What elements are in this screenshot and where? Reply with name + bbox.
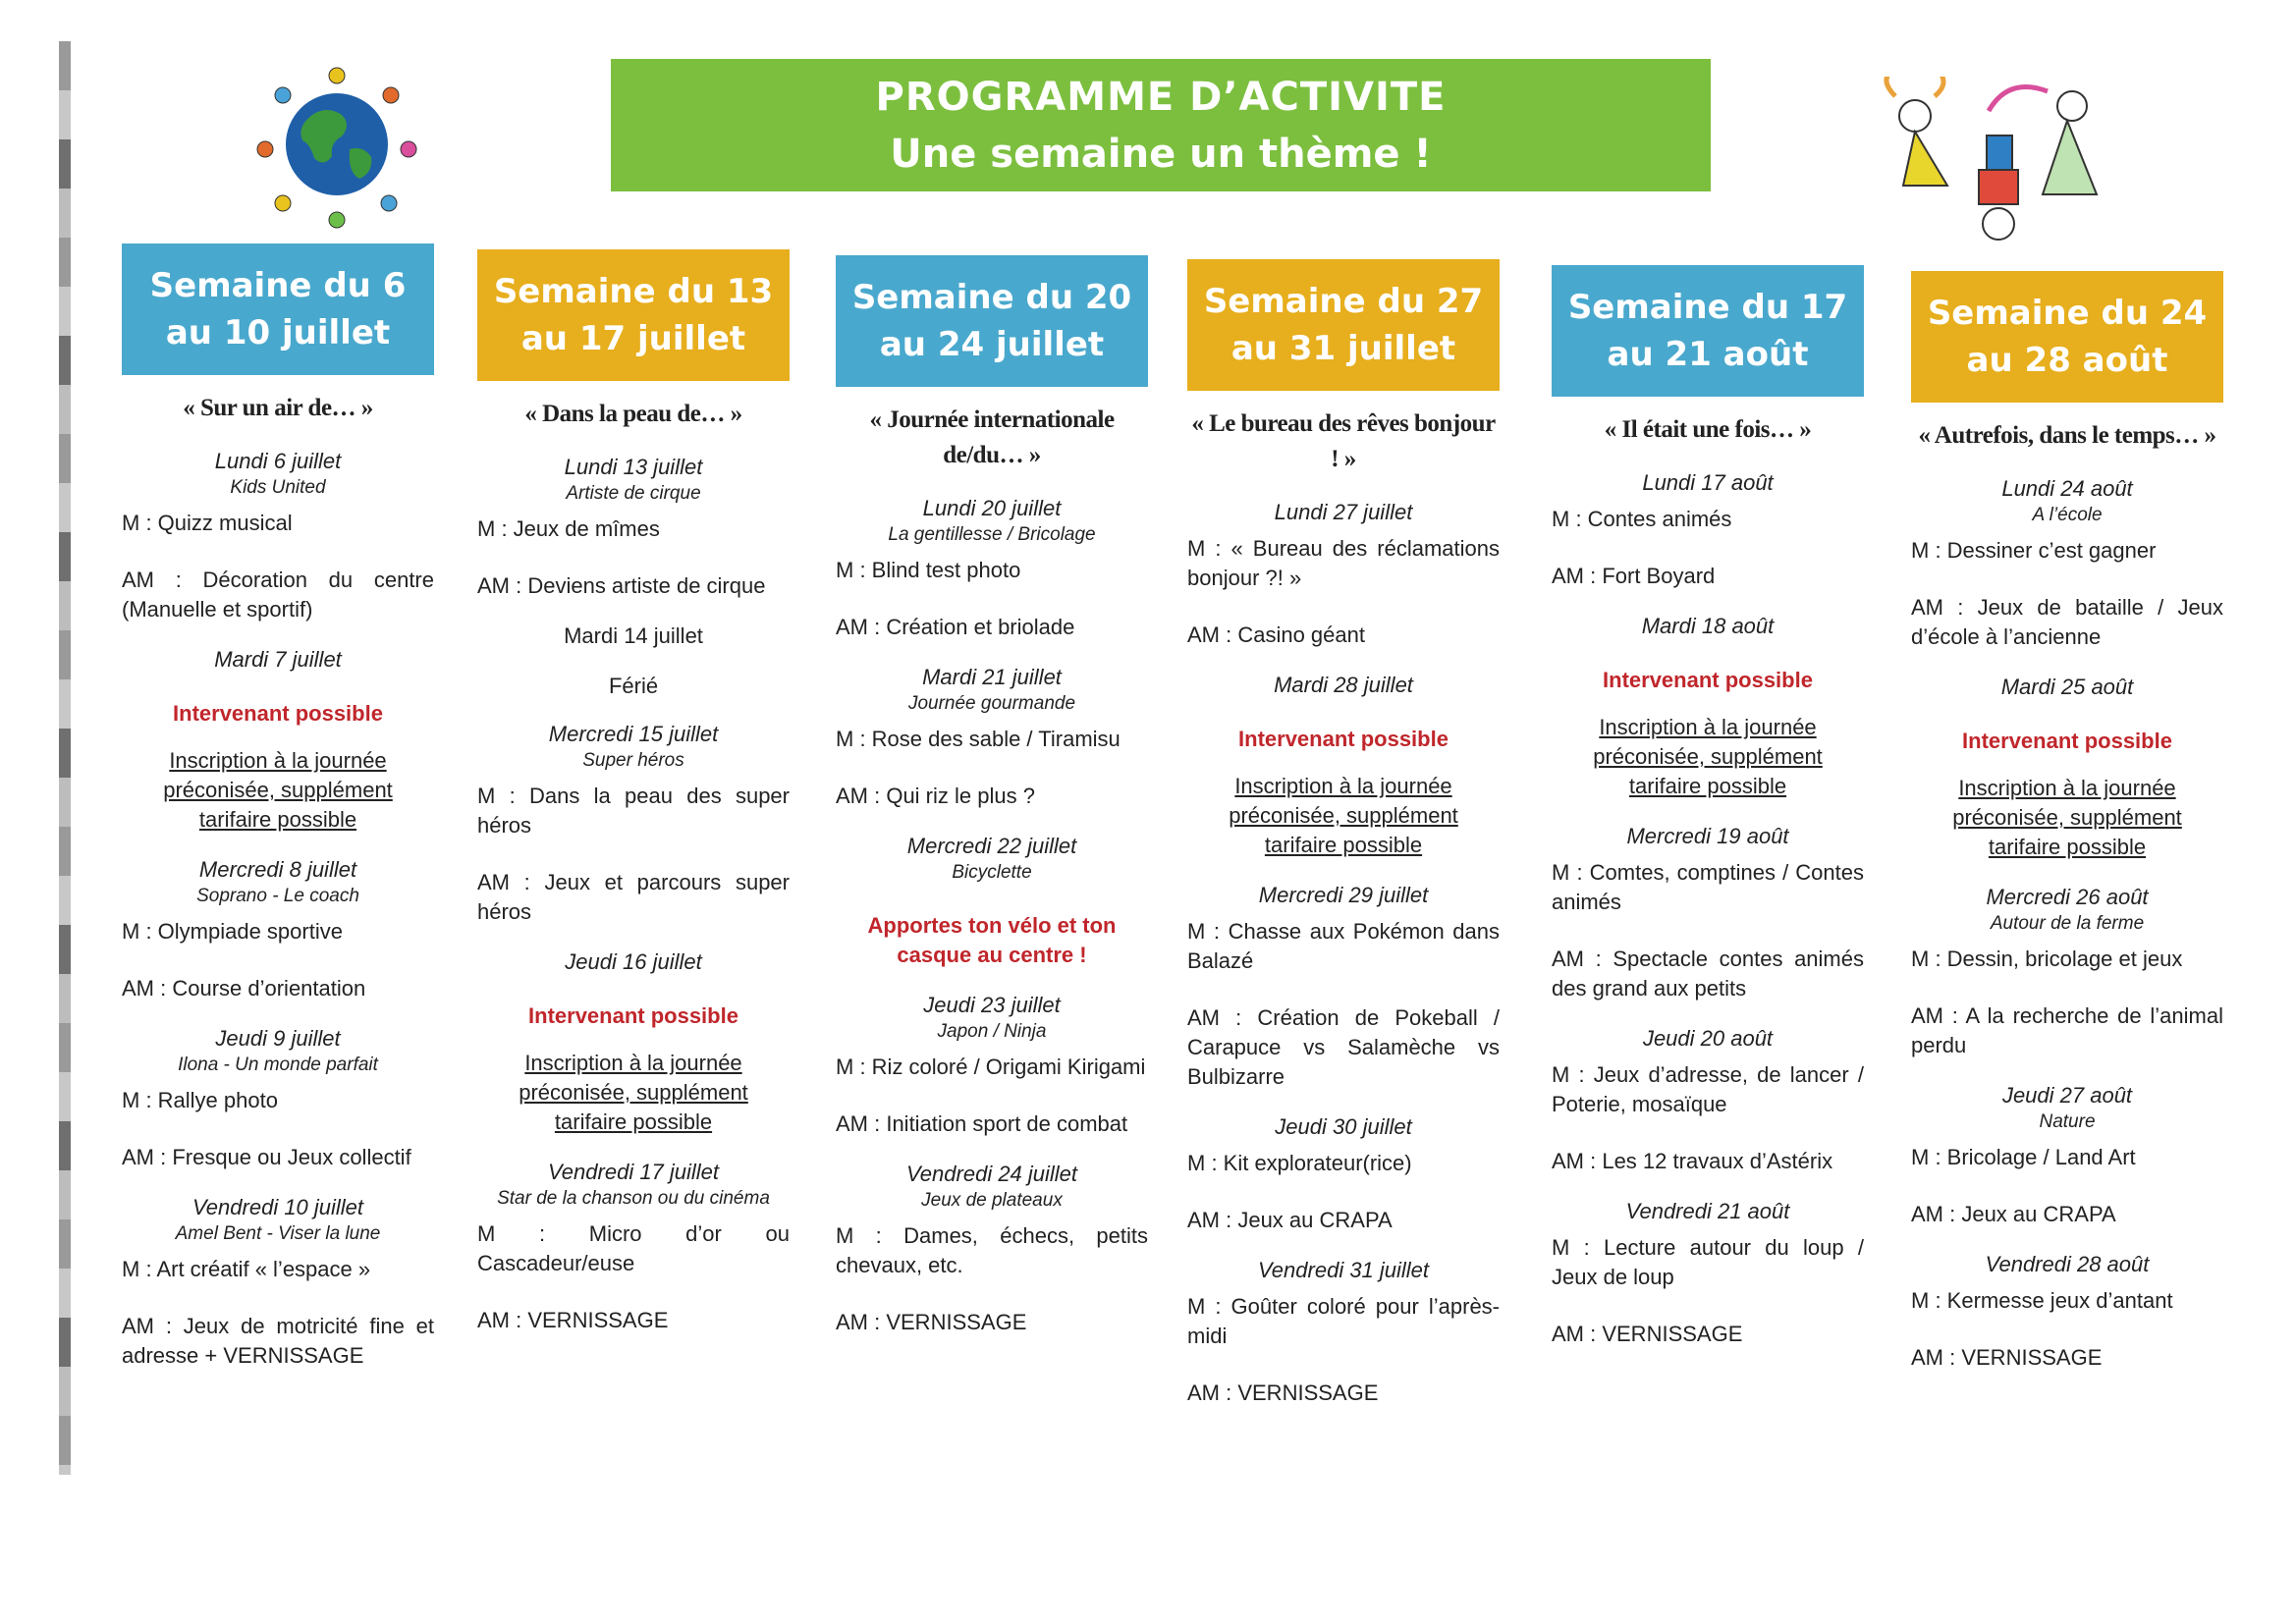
day-label: Mardi 14 juillet — [564, 623, 703, 648]
day-subtheme: Amel Bent - Viser la lune — [175, 1223, 381, 1244]
week-theme: « Il était une fois… » — [1604, 416, 1812, 443]
morning-activity: M : Chasse aux Pokémon dans Balazé — [1187, 919, 1500, 973]
day-label: Mardi 21 juillet — [922, 665, 1062, 689]
morning-activity: M : Quizz musical — [122, 511, 293, 535]
day-subtheme: Kids United — [230, 477, 326, 498]
afternoon-activity: AM : Jeux au CRAPA — [1911, 1202, 2116, 1226]
afternoon-activity: AM : Création de Pokeball / Carapuce vs Salamèche vs Bulbizarre — [1187, 1005, 1500, 1089]
day-label: Lundi 24 août — [2001, 476, 2133, 501]
morning-activity: M : Micro d’or ou Cascadeur/euse — [477, 1221, 790, 1275]
afternoon-activity: AM : Deviens artiste de cirque — [477, 573, 766, 598]
morning-activity: M : « Bureau des réclamations bonjour ?! » — [1187, 536, 1500, 590]
day-label: Jeudi 30 juillet — [1275, 1114, 1412, 1139]
afternoon-activity: AM : Jeux au CRAPA — [1187, 1208, 1393, 1232]
day-label: Jeudi 20 août — [1642, 1026, 1774, 1051]
week-column — [836, 255, 1148, 1337]
week-column — [477, 249, 790, 1335]
week-theme: « Le bureau des rêves bonjour ! » — [1191, 410, 1496, 472]
week-theme: « Sur un air de… » — [183, 395, 373, 421]
afternoon-activity: AM : Jeux et parcours super héros — [477, 870, 790, 924]
afternoon-activity: AM : Création et briolade — [836, 615, 1075, 639]
week-column — [1911, 271, 2223, 1373]
morning-activity: M : Bricolage / Land Art — [1911, 1145, 2136, 1169]
afternoon-activity: AM : VERNISSAGE — [836, 1310, 1027, 1334]
morning-activity: M : Goûter coloré pour l’après-midi — [1187, 1294, 1500, 1348]
day-subtheme: Soprano - Le coach — [196, 886, 359, 906]
week-header: Semaine du 17 au 21 août — [1552, 265, 1864, 397]
week-theme: « Dans la peau de… » — [524, 401, 742, 427]
afternoon-activity: AM : Casino géant — [1187, 622, 1365, 647]
morning-activity: M : Dans la peau des super héros — [477, 784, 790, 838]
afternoon-activity: AM : A la recherche de l’animal perdu — [1911, 1003, 2223, 1057]
afternoon-activity: AM : Les 12 travaux d’Astérix — [1552, 1149, 1833, 1173]
day-subtheme: Nature — [2039, 1111, 2096, 1132]
week-column — [1187, 259, 1500, 1408]
day-label: Mardi 25 août — [2000, 675, 2134, 699]
morning-activity: M : Rose des sable / Tiramisu — [836, 727, 1121, 751]
day-label: Mardi 7 juillet — [214, 647, 342, 672]
afternoon-activity: AM : Jeux de bataille / Jeux d’école à l’ancienne — [1911, 595, 2223, 649]
morning-activity: M : Rallye photo — [122, 1088, 278, 1112]
day-label: Lundi 27 juillet — [1274, 500, 1413, 524]
morning-activity: M : Jeux de mîmes — [477, 516, 660, 541]
morning-activity: M : Dames, échecs, petits chevaux, etc. — [836, 1223, 1148, 1277]
day-label: Vendredi 31 juillet — [1257, 1258, 1430, 1282]
day-subtheme: Star de la chanson ou du cinéma — [497, 1188, 770, 1209]
day-subtheme: La gentillesse / Bricolage — [888, 524, 1096, 545]
day-label: Mercredi 19 août — [1626, 824, 1789, 848]
afternoon-activity: AM : VERNISSAGE — [1911, 1345, 2103, 1370]
notice-red: Intervenant possible — [1962, 729, 2172, 753]
afternoon-activity: AM : VERNISSAGE — [1552, 1322, 1743, 1346]
banner-subtitle: Une semaine un thème ! — [890, 132, 1432, 177]
morning-activity: M : Olympiade sportive — [122, 919, 343, 944]
notice-red: Intervenant possible — [173, 701, 383, 726]
morning-activity: M : Dessin, bricolage et jeux — [1911, 947, 2183, 971]
day-subtheme: Super héros — [582, 750, 684, 771]
notice-red: Intervenant possible — [1603, 668, 1813, 692]
week-header: Semaine du 24 au 28 août — [1911, 271, 2223, 403]
morning-activity: M : Comtes, comptines / Contes animés — [1552, 860, 1864, 914]
week-header: Semaine du 6 au 10 juillet — [122, 243, 434, 375]
banner-title: PROGRAMME D’ACTIVITE — [875, 75, 1447, 120]
week-header: Semaine du 20 au 24 juillet — [836, 255, 1148, 387]
registration-note: Inscription à la journée préconisée, supplément tarifaire possible — [519, 1051, 748, 1134]
day-label: Vendredi 28 août — [1985, 1252, 2150, 1276]
morning-activity: M : Blind test photo — [836, 558, 1021, 582]
day-subtheme: Autour de la ferme — [1990, 913, 2145, 934]
program-banner — [611, 59, 1711, 191]
registration-note: Inscription à la journée préconisée, supplément tarifaire possible — [1952, 776, 2182, 859]
morning-activity: M : Lecture autour du loup / Jeux de loup — [1552, 1235, 1864, 1289]
morning-activity: M : Kermesse jeux d’antant — [1911, 1288, 2173, 1313]
day-label: Lundi 13 juillet — [564, 455, 703, 479]
week-header: Semaine du 27 au 31 juillet — [1187, 259, 1500, 391]
week-theme: « Autrefois, dans le temps… » — [1918, 422, 2216, 449]
day-subtheme: A l’école — [2032, 505, 2103, 525]
day-label: Lundi 6 juillet — [214, 449, 342, 473]
week-theme: « Journée internationale de/du… » — [869, 406, 1115, 468]
day-label: Vendredi 10 juillet — [191, 1195, 364, 1219]
morning-activity: M : Kit explorateur(rice) — [1187, 1151, 1412, 1175]
registration-note: Inscription à la journée préconisée, supplément tarifaire possible — [1229, 774, 1458, 857]
notice-red: Apportes ton vélo et ton casque au centre ! — [867, 913, 1117, 967]
afternoon-activity: AM : Fort Boyard — [1552, 564, 1716, 588]
morning-activity: M : Riz coloré / Origami Kirigami — [836, 1055, 1146, 1079]
day-label: Vendredi 17 juillet — [547, 1160, 720, 1184]
afternoon-activity: AM : Spectacle contes animés des grand aux petits — [1552, 947, 1864, 1001]
day-label: Vendredi 24 juillet — [905, 1162, 1078, 1186]
afternoon-activity: AM : VERNISSAGE — [477, 1308, 669, 1332]
notice-red: Intervenant possible — [1238, 727, 1449, 751]
morning-activity: M : Contes animés — [1552, 507, 1732, 531]
morning-activity: M : Art créatif « l’espace » — [122, 1257, 371, 1281]
day-label: Vendredi 21 août — [1625, 1199, 1790, 1223]
notice-red: Intervenant possible — [528, 1003, 738, 1028]
decorative-side-stripe — [59, 41, 71, 1475]
week-column — [1552, 265, 1864, 1349]
day-label: Jeudi 23 juillet — [923, 993, 1061, 1017]
day-label: Mercredi 15 juillet — [548, 722, 719, 746]
day-label: Mardi 18 août — [1641, 614, 1775, 638]
day-label: Jeudi 9 juillet — [215, 1026, 341, 1051]
registration-note: Inscription à la journée préconisée, supplément tarifaire possible — [163, 748, 393, 832]
morning-activity: M : Jeux d’adresse, de lancer / Poterie, mosaïque — [1552, 1062, 1864, 1116]
registration-note: Inscription à la journée préconisée, supplément tarifaire possible — [1593, 715, 1823, 798]
day-label: Mercredi 8 juillet — [198, 857, 357, 882]
holiday-label: Férié — [608, 674, 659, 698]
day-subtheme: Bicyclette — [952, 862, 1032, 883]
week-column — [122, 243, 434, 1371]
day-label: Mardi 28 juillet — [1274, 673, 1413, 697]
afternoon-activity: AM : Qui riz le plus ? — [836, 784, 1035, 808]
afternoon-activity: AM : VERNISSAGE — [1187, 1380, 1379, 1405]
day-label: Lundi 17 août — [1642, 470, 1774, 495]
day-label: Lundi 20 juillet — [922, 496, 1062, 520]
day-subtheme: Japon / Ninja — [937, 1021, 1047, 1042]
week-header: Semaine du 13 au 17 juillet — [477, 249, 790, 381]
globe-children-icon — [244, 51, 430, 238]
afternoon-activity: AM : Course d’orientation — [122, 976, 366, 1001]
morning-activity: M : Dessiner c’est gagner — [1911, 538, 2157, 563]
day-subtheme: Jeux de plateaux — [921, 1190, 1063, 1211]
day-label: Mercredi 29 juillet — [1258, 883, 1429, 907]
afternoon-activity: AM : Initiation sport de combat — [836, 1111, 1128, 1136]
afternoon-activity: AM : Fresque ou Jeux collectif — [122, 1145, 411, 1169]
day-subtheme: Ilona - Un monde parfait — [178, 1055, 378, 1075]
day-label: Mercredi 22 juillet — [906, 834, 1077, 858]
day-subtheme: Journée gourmande — [907, 693, 1076, 714]
day-subtheme: Artiste de cirque — [566, 483, 701, 504]
afternoon-activity: AM : Jeux de motricité fine et adresse + VERNISSAGE — [122, 1314, 434, 1368]
afternoon-activity: AM : Décoration du centre (Manuelle et sportif) — [122, 568, 434, 622]
playing-kids-icon — [1871, 77, 2116, 263]
day-label: Mercredi 26 août — [1986, 885, 2149, 909]
day-label: Jeudi 27 août — [2001, 1083, 2133, 1108]
day-label: Jeudi 16 juillet — [565, 949, 702, 974]
